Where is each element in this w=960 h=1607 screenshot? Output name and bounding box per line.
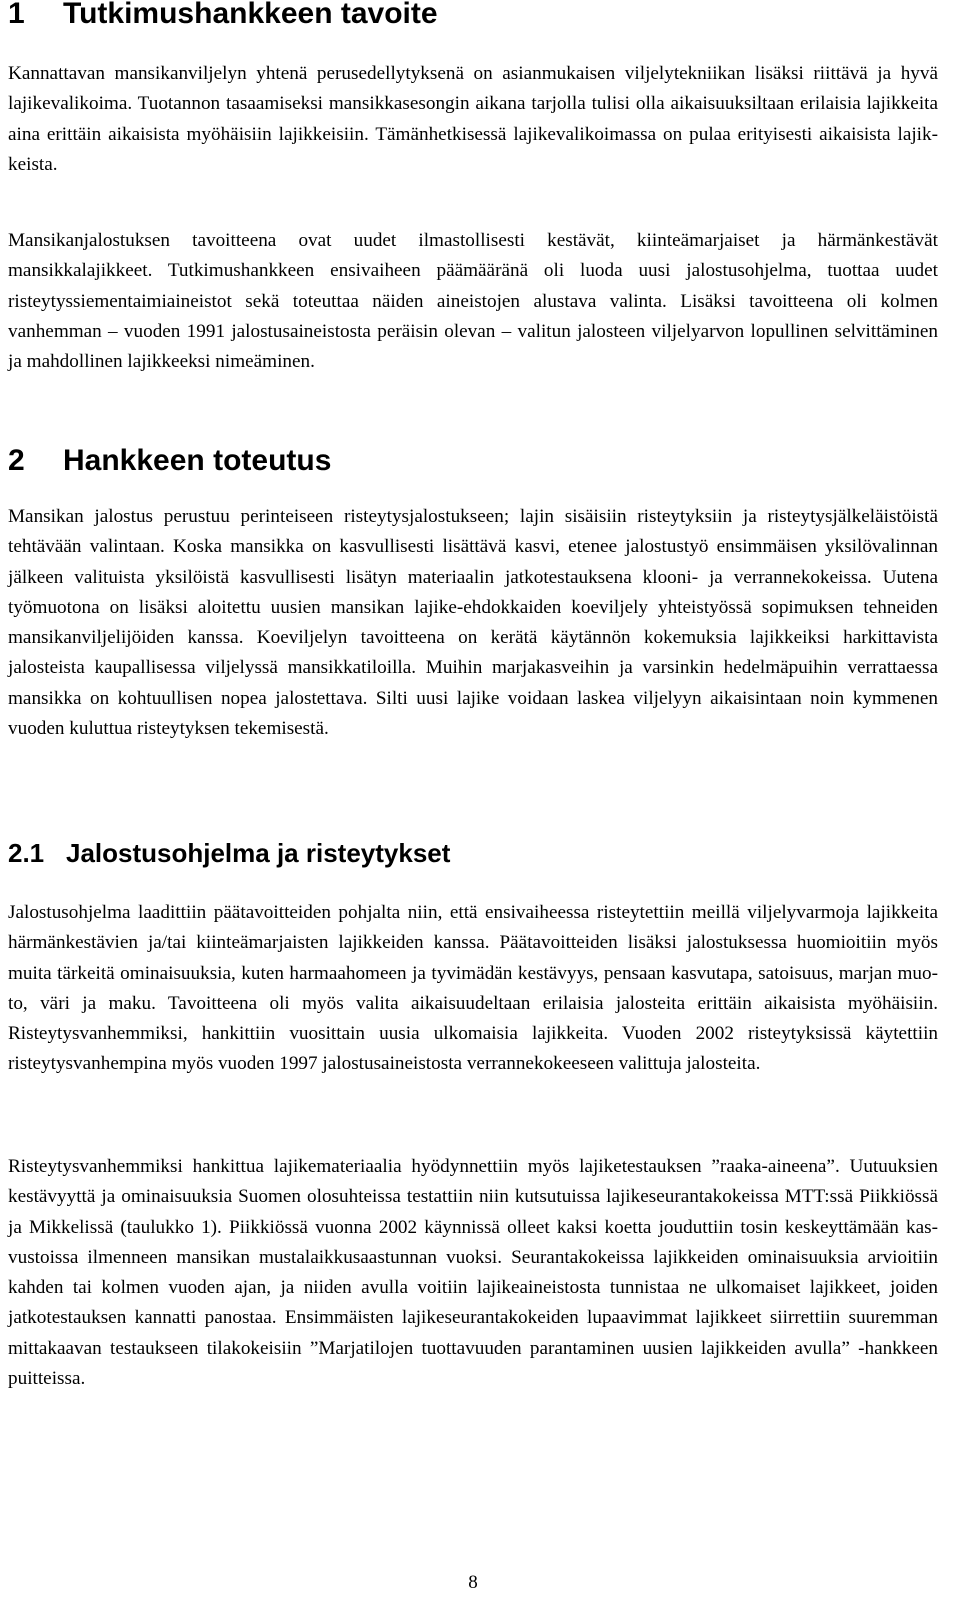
- section-heading: [8, 444, 331, 478]
- subsection-heading: [8, 838, 450, 868]
- section-heading: [8, 0, 438, 31]
- body-paragraph: Jalostusohjelma laadittiin päätavoitteiden pohjalta niin, että ensivaiheessa risteytettiin meillä viljelyvarmoja lajikkeita härmänkestävien ja/tai kiinteämarjaisten lajikkeiden kanssa. Päätavoitteiden lisäksi jalostuksessa huomioitiin myös muita tärkeitä ominaisuuksia, kuten harmaahomeen ja tyvimädän kestävyys, pensaan kasvutapa, satoisuus, marjan muoto, väri ja maku. Tavoitteena oli myös valita aikaisuudeltaan erilaisia jalosteita erittäin aikaisista myöhäisiin. Risteytysvanhemmiksi, hankittiin vuosittain uusia ulkomaisia lajikkeita. Vuoden 2002 risteytyksissä käytettiin risteytysvanhempina myös vuoden 1997 jalostusaineistosta verrannekokeeseen valittuja jalosteita.: [8, 902, 938, 1075]
- subsection-number: 2.1: [8, 838, 45, 868]
- body-paragraph: Kannattavan mansikanviljelyn yhtenä perusedellytyksenä on asianmukaisen viljelytekniikan lisäksi riittävä ja hyvä lajikevalikoima. Tuotannon tasaamiseksi mansikkasesongin aikana tarjolla tulisi olla aikaisuuksiltaan erilaisia lajikkeita aina erittäin aikaisista myöhäisiin lajikkeisiin. Tämänhetkisessä lajikevalikoimassa on pulaa erityisesti aikaisista lajikkeista.: [8, 63, 938, 175]
- body-paragraph: Mansikanjalostuksen tavoitteena ovat uudet ilmastollisesti kestävät, kiinteämarjaiset ja härmänkestävät mansikkalajikkeet. Tutkimushankkeen ensivaiheen päämääränä oli luoda uusi jalostusohjelma, tuottaa uudet risteytyssiementaimiaineistot sekä toteuttaa näiden aineistojen alustava valinta. Lisäksi tavoitteena oli kolmen vanhemman – vuoden 1991 jalostusaineistosta peräisin olevan – valitun jalosteen viljelyarvon lopullinen selvittäminen ja mahdollinen lajikkeeksi nimeäminen.: [8, 230, 938, 373]
- page-number: 8: [468, 1572, 478, 1593]
- body-paragraph: Mansikan jalostus perustuu perinteiseen risteytysjalostukseen; lajin sisäisiin risteytyksiin ja risteytysjälkeläistöistä tehtävään valintaan. Koska mansikka on kasvullisesti lisättävä kasvi, etenee jalostustyö ensimmäisen yksilövalinnan jälkeen valituista yksilöistä kasvullisesti lisätyn materiaalin jatkotestauksena klooni- ja verrannekokeissa. Uutena työmuotona on lisäksi aloitettu uusien mansikan lajike-ehdokkaiden koeviljely yhteistyössä sopimuksen tehneiden mansikanviljelijöiden kanssa. Koeviljelyn tavoitteena on kerätä käytännön kokemuksia lajikkeiksi harkittavista jalosteista kaupallisessa viljelyssä mansikkatiloilla. Muihin marjakasveihin ja varsinkin hedelmäpuihin verrattaessa mansikka on kohtuullisen nopea jalostettava. Silti uusi lajike voidaan laskea viljelyyn aikaisintaan noin kymmenen vuoden kuluttua risteytyksen tekemisestä.: [8, 506, 938, 740]
- section-title: Tutkimushankkeen tavoite: [63, 0, 438, 30]
- section-number: 1: [8, 0, 25, 30]
- section-number: 2: [8, 444, 25, 477]
- section-title: Hankkeen toteutus: [63, 444, 332, 477]
- body-paragraph: Risteytysvanhemmiksi hankittua lajikemateriaalia hyödynnettiin myös lajiketestauksen ”raaka-aineena”. Uutuuksien kestävyyttä ja ominaisuuksia Suomen olosuhteissa testattiin niin kutsutuissa lajikeseurantakokeissa MTT:ssä Piikkiössä ja Mikkelissä (taulukko 1). Piikkiössä vuonna 2002 käynnissä olleet kaksi koetta jouduttiin tosin keskeyttämään kasvustoissa ilmenneen mansikan mustalaikkusaastunnan vuoksi. Seurantakokeissa lajikkeiden ominaisuuksia arvioitiin kahden tai kolmen vuoden ajan, ja niiden avulla voitiin lajikeaineistosta tunnistaa ne ulkomaiset lajikkeet, joiden jatkotestauksen kannatti panostaa. Ensimmäisten lajikeseurantakokeiden lupaavimmat lajikkeet siirrettiin suuremman mittakaavan testaukseen tilakokeisiin ”Marjatilojen tuottavuuden parantaminen uusien lajikkeiden avulla” -hankkeen puitteissa.: [8, 1156, 938, 1390]
- document-page: [8, 0, 938, 1607]
- subsection-title: Jalostusohjelma ja risteytykset: [66, 838, 451, 868]
